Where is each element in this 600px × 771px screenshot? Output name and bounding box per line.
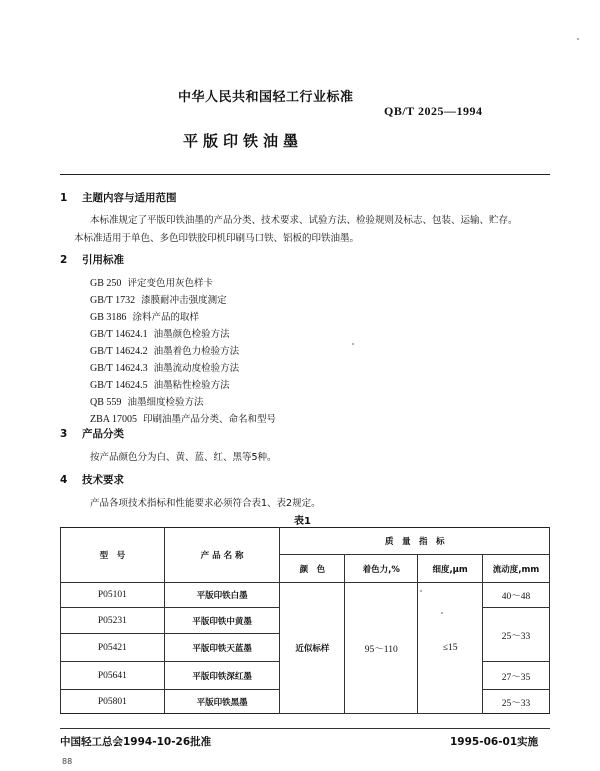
section-4-title: 技术要求: [82, 474, 124, 486]
header-name: 产 品 名 称: [164, 528, 280, 583]
cell-color-shared: 近似标样: [280, 583, 345, 714]
scan-speck: [441, 612, 443, 614]
cell-name: 平版印铁中黄墨: [164, 608, 280, 634]
section-1-para-1: 本标准规定了平版印铁油墨的产品分类、技术要求、试验方法、检验规则及标志、包装、运输、贮存。: [90, 215, 518, 226]
section-2-number: 2: [60, 254, 68, 266]
section-1-number: 1: [60, 192, 68, 204]
scan-speck: [420, 590, 422, 592]
cell-flow: 25～33: [483, 608, 550, 662]
cell-name: 平版印铁黑墨: [164, 690, 280, 714]
header-color: 颜 色: [280, 555, 345, 583]
table-caption: 表1: [294, 516, 311, 527]
reference-title: 油墨颜色检验方法: [153, 329, 230, 340]
cell-name: 平版印铁天蓝墨: [164, 634, 280, 662]
reference-item: [90, 360, 239, 374]
cell-flow: 40～48: [483, 583, 550, 608]
implementation-date: 1995-06-01实施: [450, 736, 539, 748]
specification-table: [60, 527, 550, 714]
cell-flow: 25～33: [483, 690, 550, 714]
reference-title: 油墨着色力检验方法: [153, 346, 240, 357]
table-row: [61, 583, 550, 608]
reference-title: 印刷油墨产品分类、命名和型号: [143, 414, 277, 425]
section-3-number: 3: [60, 428, 68, 440]
cell-tinting-shared: 95～110: [345, 583, 418, 714]
scan-speck: [352, 343, 354, 345]
reference-title: 涂料产品的取样: [132, 312, 199, 323]
cell-name: 平版印铁深红墨: [164, 662, 280, 690]
section-4-heading: [60, 472, 124, 487]
cell-name: 平版印铁白墨: [164, 583, 280, 608]
reference-item: [90, 411, 276, 425]
reference-item: [90, 309, 199, 323]
section-4-number: 4: [60, 474, 68, 486]
cell-model: P05231: [61, 608, 165, 634]
reference-item: [90, 394, 203, 408]
cell-model: P05421: [61, 634, 165, 662]
header-rule: [60, 174, 550, 175]
issuing-organization: 中华人民共和国轻工行业标准: [178, 90, 354, 105]
reference-title: 油墨细度检验方法: [127, 397, 204, 408]
header-quality: 质 量 指 标: [280, 528, 550, 555]
cell-model: P05801: [61, 690, 165, 714]
standard-number: QB/T 2025—1994: [384, 104, 483, 118]
section-2-heading: [60, 252, 124, 267]
reference-code: GB 250: [90, 278, 122, 289]
section-2-title: 引用标准: [82, 254, 124, 266]
reference-title: 油墨粘性检验方法: [153, 380, 230, 391]
section-3-heading: [60, 426, 124, 441]
section-3-title: 产品分类: [82, 428, 124, 440]
reference-code: QB 559: [90, 397, 122, 408]
reference-title: 油墨流动度检验方法: [153, 363, 240, 374]
reference-item: [90, 275, 213, 289]
section-1-para-2: 本标准适用于单色、多色印铁胶印机印刷马口铁、铝板的印铁油墨。: [74, 233, 360, 244]
reference-code: GB/T 14624.2: [90, 346, 148, 357]
reference-code: GB/T 14624.1: [90, 329, 148, 340]
section-3-para: 按产品颜色分为白、黄、蓝、红、黑等5种。: [90, 452, 277, 463]
reference-code: ZBA 17005: [90, 414, 137, 425]
page-number: 88: [62, 757, 73, 766]
reference-item: [90, 377, 230, 391]
scan-speck: [577, 38, 579, 40]
header-tinting: 着色力,%: [345, 555, 418, 583]
reference-code: GB/T 14624.5: [90, 380, 148, 391]
reference-title: 评定变色用灰色样卡: [127, 278, 213, 289]
cell-fineness-shared: ≤15: [418, 583, 483, 714]
section-1-heading: [60, 190, 177, 205]
reference-code: GB/T 14624.3: [90, 363, 148, 374]
header-fineness: 细度,μm: [418, 555, 483, 583]
reference-title: 漆膜耐冲击强度测定: [141, 295, 227, 306]
reference-item: [90, 326, 230, 340]
document-title: 平版印铁油墨: [183, 132, 304, 150]
section-1-title: 主题内容与适用范围: [82, 192, 177, 204]
footer-rule: [60, 728, 550, 729]
section-4-para: 产品各项技术指标和性能要求必须符合表1、表2规定。: [90, 498, 321, 509]
cell-model: P05101: [61, 583, 165, 608]
approval-date: 中国轻工总会1994-10-26批准: [60, 736, 212, 748]
cell-model: P05641: [61, 662, 165, 690]
reference-code: GB 3186: [90, 312, 127, 323]
header-model: 型 号: [61, 528, 165, 583]
header-flow: 流动度,mm: [483, 555, 550, 583]
table-header-row: [61, 528, 550, 555]
reference-item: [90, 343, 239, 357]
reference-item: [90, 292, 227, 306]
cell-flow: 27～35: [483, 662, 550, 690]
reference-code: GB/T 1732: [90, 295, 136, 306]
